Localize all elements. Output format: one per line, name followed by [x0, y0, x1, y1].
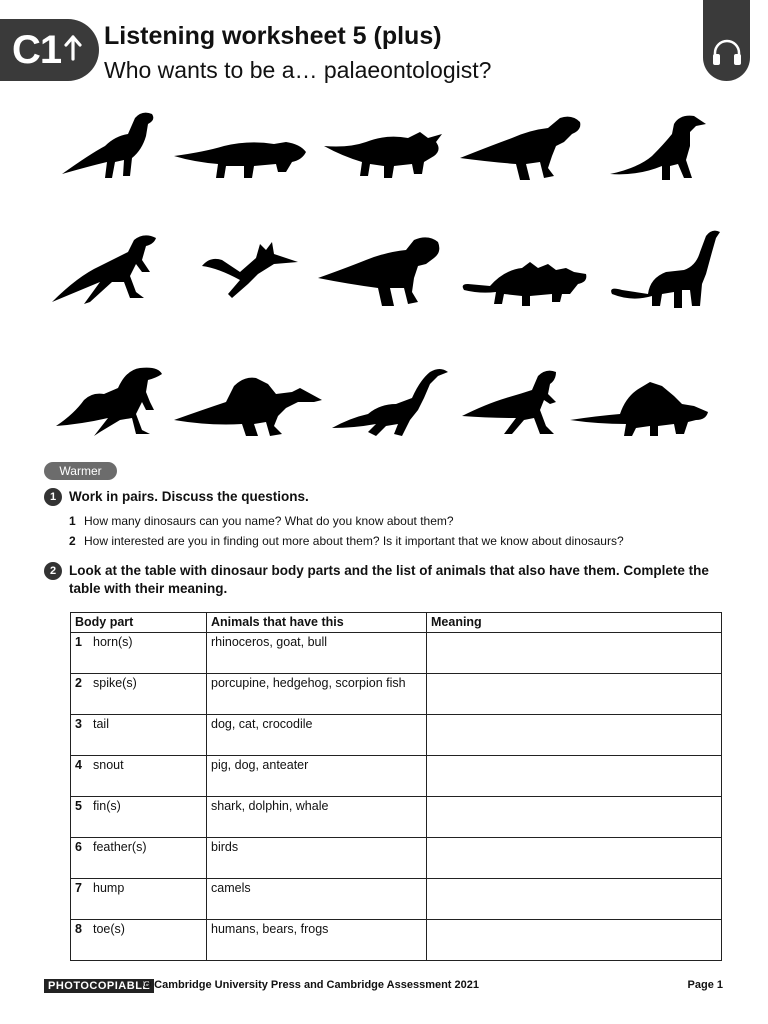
- question-number-1: 1: [44, 488, 62, 506]
- body-part-cell: [71, 715, 207, 756]
- question-number-2: 2: [44, 562, 62, 580]
- meaning-cell[interactable]: [427, 715, 722, 756]
- row-number: 8: [75, 922, 82, 936]
- table-row: [71, 715, 722, 756]
- question-2-text: Look at the table with dinosaur body parts and the list of animals that also have them. Complete the table with their meaning.: [69, 563, 709, 596]
- body-part: spike(s): [93, 676, 137, 690]
- table-row: [71, 674, 722, 715]
- body-part-cell: [71, 797, 207, 838]
- row-number: 6: [75, 840, 82, 854]
- animals-cell: rhinoceros, goat, bull: [207, 633, 427, 674]
- level-label: C1: [12, 27, 62, 72]
- body-part-cell: [71, 920, 207, 961]
- body-part: snout: [93, 758, 124, 772]
- headphones-icon: [710, 37, 744, 71]
- animals-cell: birds: [207, 838, 427, 879]
- table-row: [71, 879, 722, 920]
- row-number: 1: [75, 635, 82, 649]
- meaning-cell[interactable]: [427, 756, 722, 797]
- dinosaur-silhouette-4: [460, 112, 585, 182]
- copyright-notice: © Cambridge University Press and Cambridge Assessment 2021: [143, 979, 479, 991]
- body-part: hump: [93, 881, 125, 895]
- meaning-cell[interactable]: [427, 879, 722, 920]
- table-row: [71, 756, 722, 797]
- table-row: [71, 633, 722, 674]
- audio-tab[interactable]: [703, 0, 750, 81]
- up-arrow-icon: [64, 35, 82, 65]
- table-header-row: [71, 613, 722, 633]
- question-1-item-1: [69, 513, 454, 529]
- table-row: [71, 797, 722, 838]
- animals-cell: porcupine, hedgehog, scorpion fish: [207, 674, 427, 715]
- body-part: tail: [93, 717, 109, 731]
- dinosaur-silhouette-10: [608, 228, 723, 310]
- table-row: [71, 838, 722, 879]
- body-part: feather(s): [93, 840, 147, 854]
- animals-cell: camels: [207, 879, 427, 920]
- dinosaur-silhouette-12: [174, 374, 324, 438]
- body-part-cell: [71, 633, 207, 674]
- dinosaur-silhouette-8: [318, 232, 444, 310]
- row-number: 5: [75, 799, 82, 813]
- dinosaur-gallery: [48, 100, 728, 445]
- level-badge: [0, 19, 99, 81]
- meaning-cell[interactable]: [427, 674, 722, 715]
- dinosaur-silhouette-14: [460, 366, 570, 438]
- header-body-part: Body part: [71, 613, 207, 633]
- question-1-text: Work in pairs. Discuss the questions.: [69, 489, 309, 504]
- animals-cell: shark, dolphin, whale: [207, 797, 427, 838]
- table-row: [71, 920, 722, 961]
- body-part-cell: [71, 674, 207, 715]
- body-part-cell: [71, 879, 207, 920]
- item-text: How many dinosaurs can you name? What do you know about them?: [84, 514, 454, 528]
- dinosaur-silhouette-1: [60, 106, 160, 181]
- dinosaur-silhouette-15: [570, 378, 710, 440]
- body-part: horn(s): [93, 635, 133, 649]
- warmer-label: Warmer: [44, 462, 117, 480]
- dinosaur-silhouette-11: [54, 364, 164, 438]
- item-number: 1: [69, 514, 76, 528]
- page-subtitle: Who wants to be a… palaeontologist?: [104, 57, 492, 83]
- body-part: fin(s): [93, 799, 121, 813]
- header-meaning: Meaning: [427, 613, 722, 633]
- item-number: 2: [69, 534, 76, 548]
- meaning-cell[interactable]: [427, 797, 722, 838]
- body-parts-table: [70, 612, 722, 961]
- row-number: 2: [75, 676, 82, 690]
- meaning-cell[interactable]: [427, 920, 722, 961]
- row-number: 7: [75, 881, 82, 895]
- dinosaur-silhouette-3: [324, 128, 444, 180]
- row-number: 4: [75, 758, 82, 772]
- meaning-cell[interactable]: [427, 838, 722, 879]
- page-number: Page 1: [687, 979, 723, 991]
- photocopiable-label: PHOTOCOPIABLE: [44, 979, 154, 993]
- animals-cell: dog, cat, crocodile: [207, 715, 427, 756]
- dinosaur-silhouette-9: [460, 258, 590, 308]
- dinosaur-silhouette-5: [608, 110, 708, 182]
- body-part: toe(s): [93, 922, 125, 936]
- question-1-item-2: [69, 533, 624, 549]
- page-title: Listening worksheet 5 (plus): [104, 22, 442, 50]
- dinosaur-silhouette-7: [200, 238, 300, 300]
- body-part-cell: [71, 756, 207, 797]
- body-part-cell: [71, 838, 207, 879]
- meaning-cell[interactable]: [427, 633, 722, 674]
- dinosaur-silhouette-6: [50, 232, 160, 308]
- animals-cell: humans, bears, frogs: [207, 920, 427, 961]
- header-animals: Animals that have this: [207, 613, 427, 633]
- dinosaur-silhouette-13: [330, 366, 450, 438]
- row-number: 3: [75, 717, 82, 731]
- animals-cell: pig, dog, anteater: [207, 756, 427, 797]
- dinosaur-silhouette-2: [174, 138, 309, 180]
- item-text: How interested are you in finding out more about them? Is it important that we know about dinosaurs?: [84, 534, 624, 548]
